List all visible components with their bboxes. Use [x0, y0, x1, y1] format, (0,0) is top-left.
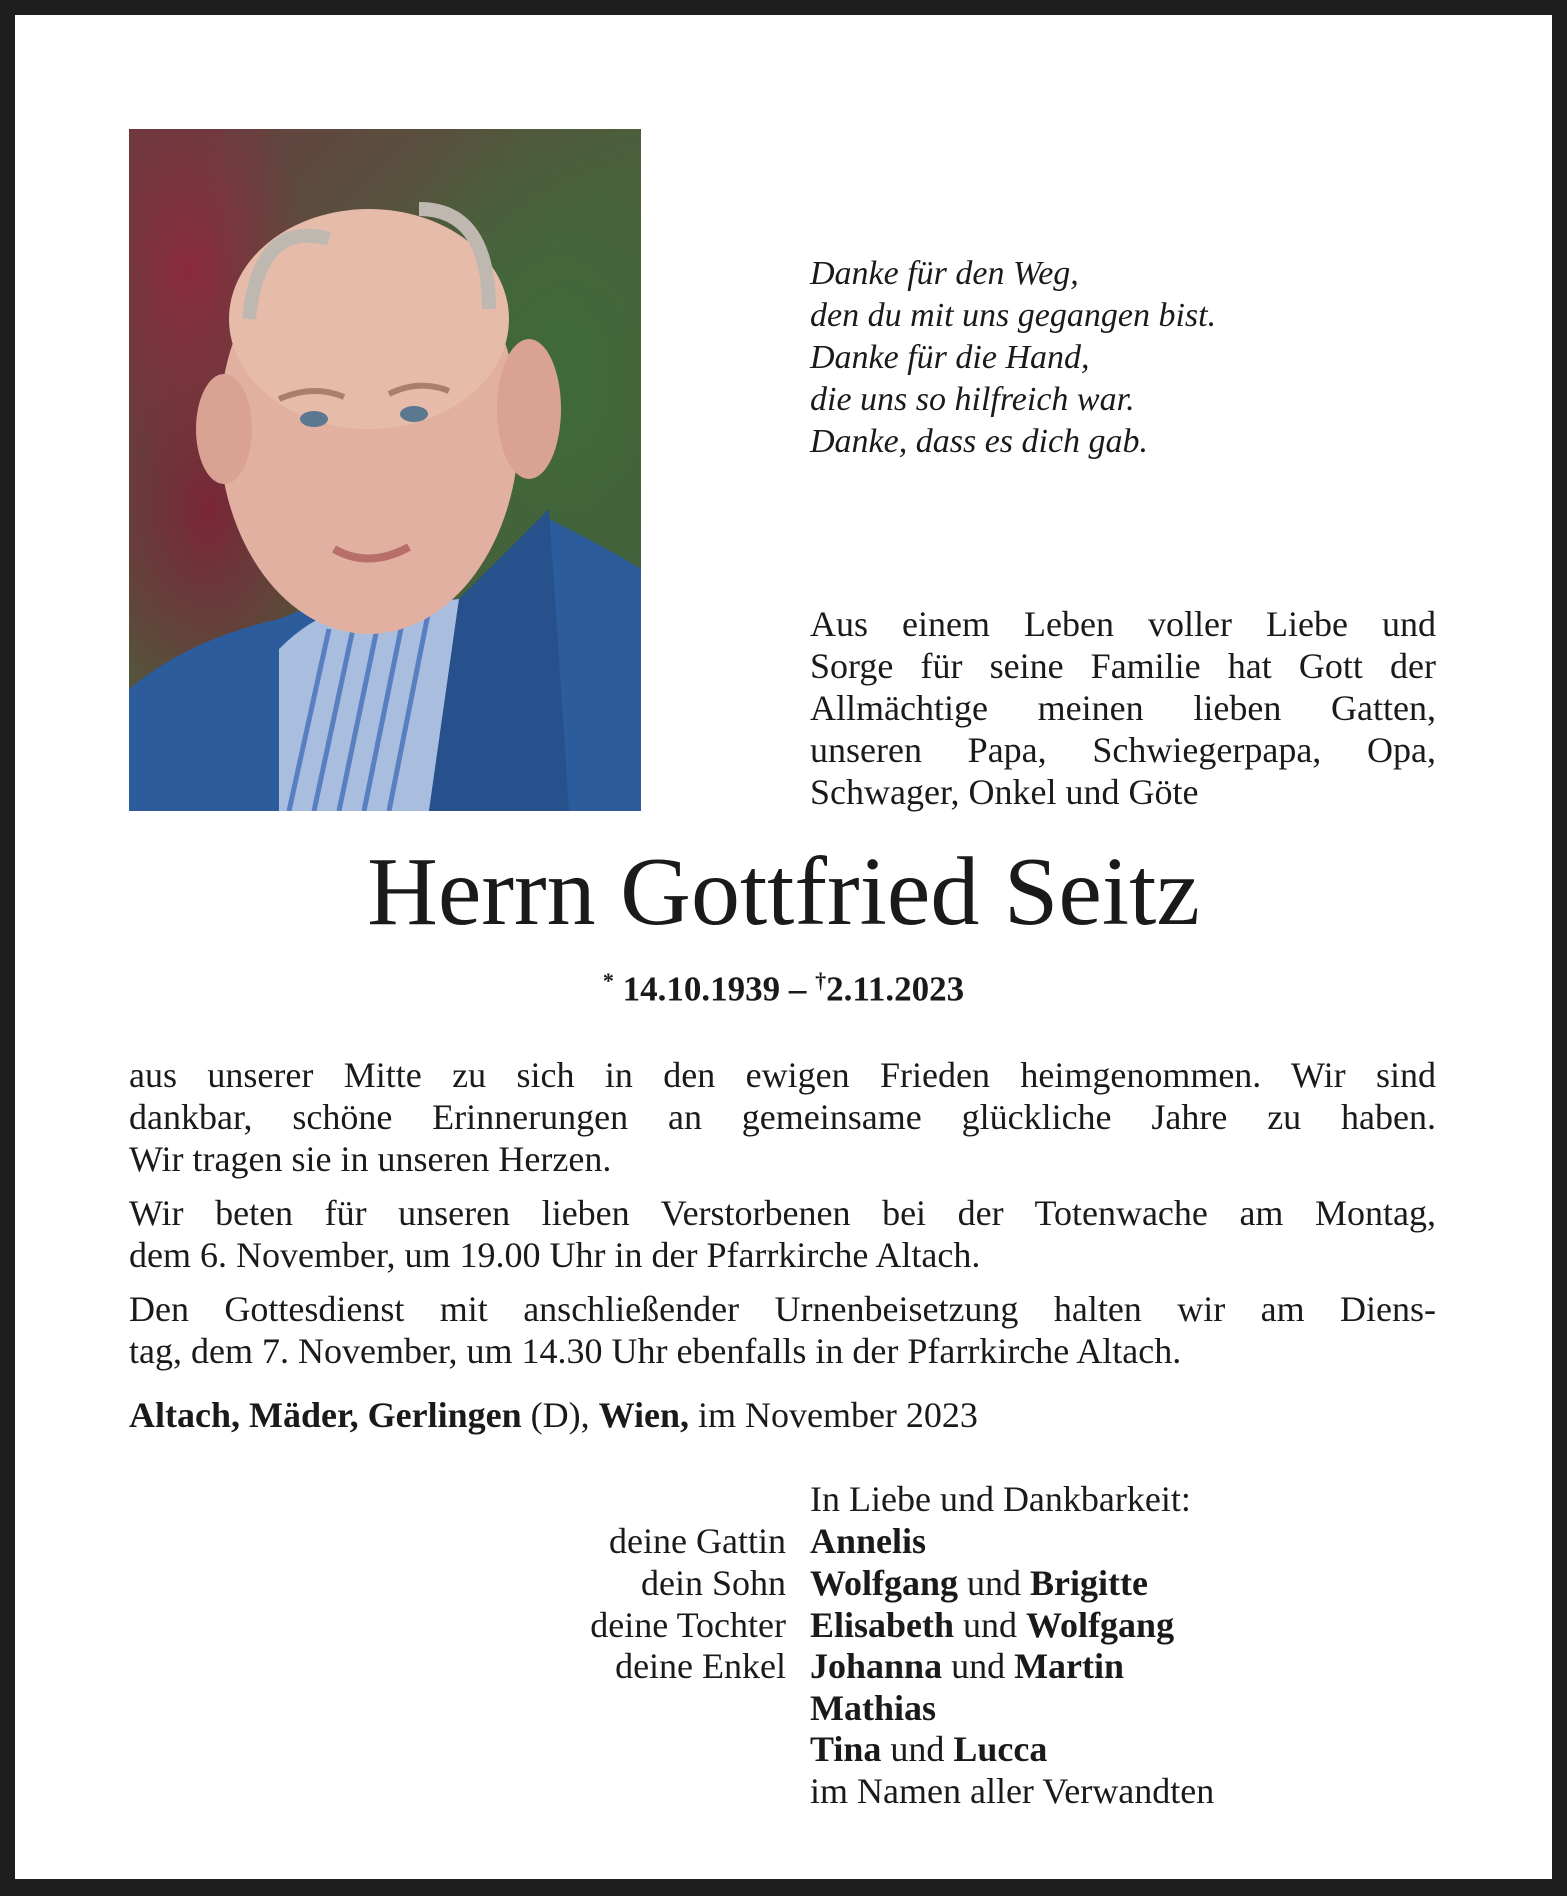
- body-line: dem 6. November, um 19.00 Uhr in der Pfarrkirche Altach.: [129, 1235, 981, 1275]
- poem-line: Danke für die Hand,: [810, 339, 1090, 376]
- relation-label: deine Gattin: [609, 1521, 786, 1561]
- poem-line: Danke, dass es dich gab.: [810, 423, 1149, 460]
- body-line: aus unserer Mitte zu sich in den ewigen Frieden heimgenommen. Wir sind: [129, 1055, 1436, 1095]
- life-dates: [0, 968, 1567, 1010]
- relation-label: dein Sohn: [640, 1563, 786, 1603]
- poem-line: Danke für den Weg,: [810, 255, 1079, 292]
- portrait-photo: [129, 129, 641, 811]
- places-line: [129, 1394, 1436, 1436]
- intro-line: Sorge für seine Familie hat Gott der: [810, 646, 1436, 686]
- conjunction: und: [881, 1729, 954, 1769]
- death-date: 2.11.2023: [826, 969, 965, 1009]
- date-separator: –: [788, 969, 807, 1009]
- deceased-name: Herrn Gottfried Seitz: [367, 838, 1200, 946]
- conjunction: und: [942, 1646, 1015, 1686]
- family-name: Tina: [810, 1729, 882, 1769]
- family-name: Mathias: [810, 1688, 936, 1728]
- family-name: Annelis: [810, 1521, 927, 1561]
- places-wien: Wien,: [598, 1395, 689, 1435]
- places-date: im November 2023: [688, 1395, 978, 1435]
- family-name: Johanna: [810, 1646, 943, 1686]
- intro-line: Allmächtige meinen lieben Gatten,: [810, 688, 1436, 728]
- poem-line: den du mit uns gegangen bist.: [810, 297, 1217, 334]
- family-name: Brigitte: [1030, 1563, 1148, 1603]
- relation-label: deine Enkel: [615, 1646, 786, 1686]
- family-name: Martin: [1014, 1646, 1125, 1686]
- places-country: (D),: [521, 1395, 599, 1435]
- conjunction: und: [954, 1605, 1027, 1645]
- body-line: dankbar, schöne Erinnerungen an gemeinsame glückliche Jahre zu haben.: [129, 1097, 1436, 1137]
- places-bold: Altach, Mäder, Gerlingen: [129, 1395, 522, 1435]
- signoff-closing: im Namen aller Verwandten: [810, 1771, 1215, 1811]
- birth-date: 14.10.1939: [622, 969, 781, 1009]
- intro-line: unseren Papa, Schwiegerpapa, Opa,: [810, 730, 1436, 770]
- intro-line: Schwager, Onkel und Göte: [810, 772, 1199, 812]
- family-name: Wolfgang: [1026, 1605, 1175, 1645]
- body-line: Wir beten für unseren lieben Verstorbenen bei der Totenwache am Montag,: [129, 1193, 1436, 1233]
- poem-line: die uns so hilfreich war.: [810, 381, 1135, 418]
- death-symbol: †: [815, 968, 827, 993]
- conjunction: und: [958, 1563, 1031, 1603]
- relation-label: deine Tochter: [590, 1605, 786, 1645]
- family-name: Elisabeth: [810, 1605, 955, 1645]
- body-line: Wir tragen sie in unseren Herzen.: [129, 1139, 612, 1179]
- signoff-heading: In Liebe und Dankbarkeit:: [810, 1479, 1191, 1519]
- intro-line: Aus einem Leben voller Liebe und: [810, 604, 1436, 644]
- family-name: Lucca: [953, 1729, 1048, 1769]
- family-name: Wolfgang: [810, 1563, 959, 1603]
- body-line: tag, dem 7. November, um 14.30 Uhr ebenfalls in der Pfarrkirche Altach.: [129, 1331, 1182, 1371]
- body-line: Den Gottesdienst mit anschließender Urnenbeisetzung halten wir am Diens-: [129, 1289, 1436, 1329]
- birth-symbol: *: [602, 968, 614, 993]
